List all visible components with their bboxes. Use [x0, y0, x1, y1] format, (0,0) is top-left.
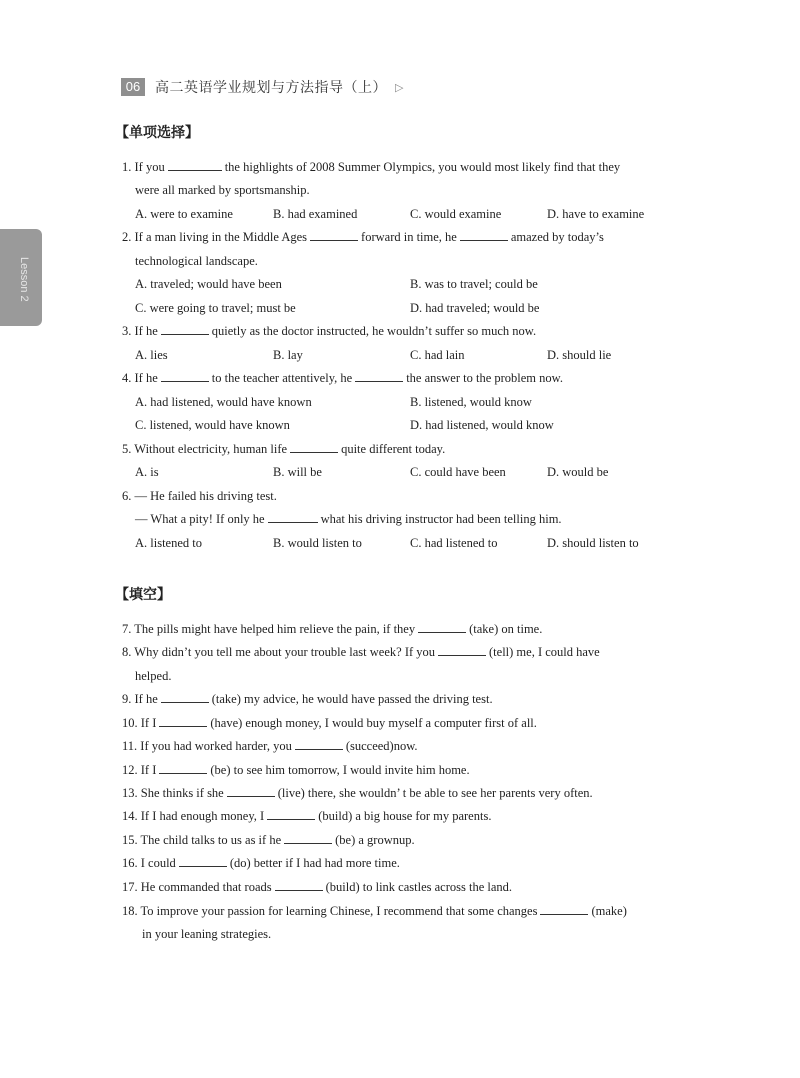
fill-15: 15. The child talks to us as if he (be) a grownup. [122, 833, 415, 847]
q6-option-a: A. listened to [135, 536, 203, 550]
q2-option-c: C. were going to travel; must be [135, 301, 296, 315]
q2-option-a: A. traveled; would have been [135, 277, 282, 291]
fill-12: 12. If I (be) to see him tomorrow, I would invite him home. [122, 763, 470, 777]
fill-8-cont: helped. [135, 669, 172, 683]
fill-18-cont: in your leaning strategies. [142, 927, 272, 941]
fill-18: 18. To improve your passion for learning Chinese, I recommend that some changes (make) [122, 904, 627, 918]
q3-option-c: C. had lain [410, 348, 465, 362]
q4-option-a: A. had listened, would have known [135, 395, 312, 409]
fill-13: 13. She thinks if she (live) there, she wouldn’ t be able to see her parents very often. [122, 786, 593, 800]
question-6: 6. — He failed his driving test. [122, 489, 277, 503]
question-6-cont: — What a pity! If only he what his driving instructor had been telling him. [135, 512, 562, 526]
lesson-tab-label: Lesson 2 [18, 257, 30, 302]
lesson-side-tab [0, 229, 42, 326]
section-title-fill-blank: 【填空】 [115, 587, 171, 603]
page-header [121, 76, 403, 98]
q2-option-d: D. had traveled; would be [410, 301, 540, 315]
fill-8: 8. Why didn’t you tell me about your trouble last week? If you (tell) me, I could have [122, 645, 600, 659]
q5-option-c: C. could have been [410, 465, 506, 479]
q6-option-b: B. would listen to [273, 536, 362, 550]
q3-option-a: A. lies [135, 348, 168, 362]
q2-option-b: B. was to travel; could be [410, 277, 538, 291]
q1-option-d: D. have to examine [547, 207, 645, 221]
question-4: 4. If he to the teacher attentively, he the answer to the problem now. [122, 371, 563, 385]
question-3: 3. If he quietly as the doctor instructed, he wouldn’t suffer so much now. [122, 324, 537, 338]
fill-11: 11. If you had worked harder, you (succeed)now. [122, 739, 418, 753]
q4-option-d: D. had listened, would know [410, 418, 554, 432]
question-1: 1. If you the highlights of 2008 Summer Olympics, you would most likely find that they [122, 160, 621, 174]
q6-option-c: C. had listened to [410, 536, 498, 550]
question-1-cont: were all marked by sportsmanship. [135, 183, 310, 197]
page-title: 高二英语学业规划与方法指导（上） [155, 80, 387, 96]
q4-option-b: B. listened, would know [410, 395, 532, 409]
fill-9: 9. If he (take) my advice, he would have passed the driving test. [122, 692, 493, 706]
fill-17: 17. He commanded that roads (build) to link castles across the land. [122, 880, 513, 894]
fill-7: 7. The pills might have helped him relieve the pain, if they (take) on time. [122, 622, 543, 636]
q4-option-c: C. listened, would have known [135, 418, 290, 432]
q3-option-d: D. should lie [547, 348, 612, 362]
q1-option-a: A. were to examine [135, 207, 233, 221]
question-2: 2. If a man living in the Middle Ages forward in time, he amazed by today’s [122, 230, 604, 244]
q5-option-d: D. would be [547, 465, 609, 479]
play-arrow-icon: ▷ [395, 80, 404, 94]
fill-16: 16. I could (do) better if I had had more time. [122, 856, 400, 870]
chapter-number-badge: 06 [121, 78, 145, 96]
fill-14: 14. If I had enough money, I (build) a big house for my parents. [122, 809, 492, 823]
q3-option-b: B. lay [273, 348, 303, 362]
q1-option-b: B. had examined [273, 207, 358, 221]
section-title-single-choice: 【单项选择】 [115, 125, 199, 141]
question-2-cont: technological landscape. [135, 254, 258, 268]
q6-option-d: D. should listen to [547, 536, 639, 550]
question-5: 5. Without electricity, human life quite different today. [122, 442, 446, 456]
fill-10: 10. If I (have) enough money, I would buy myself a computer first of all. [122, 716, 537, 730]
q1-option-c: C. would examine [410, 207, 502, 221]
q5-option-b: B. will be [273, 465, 322, 479]
q5-option-a: A. is [135, 465, 159, 479]
